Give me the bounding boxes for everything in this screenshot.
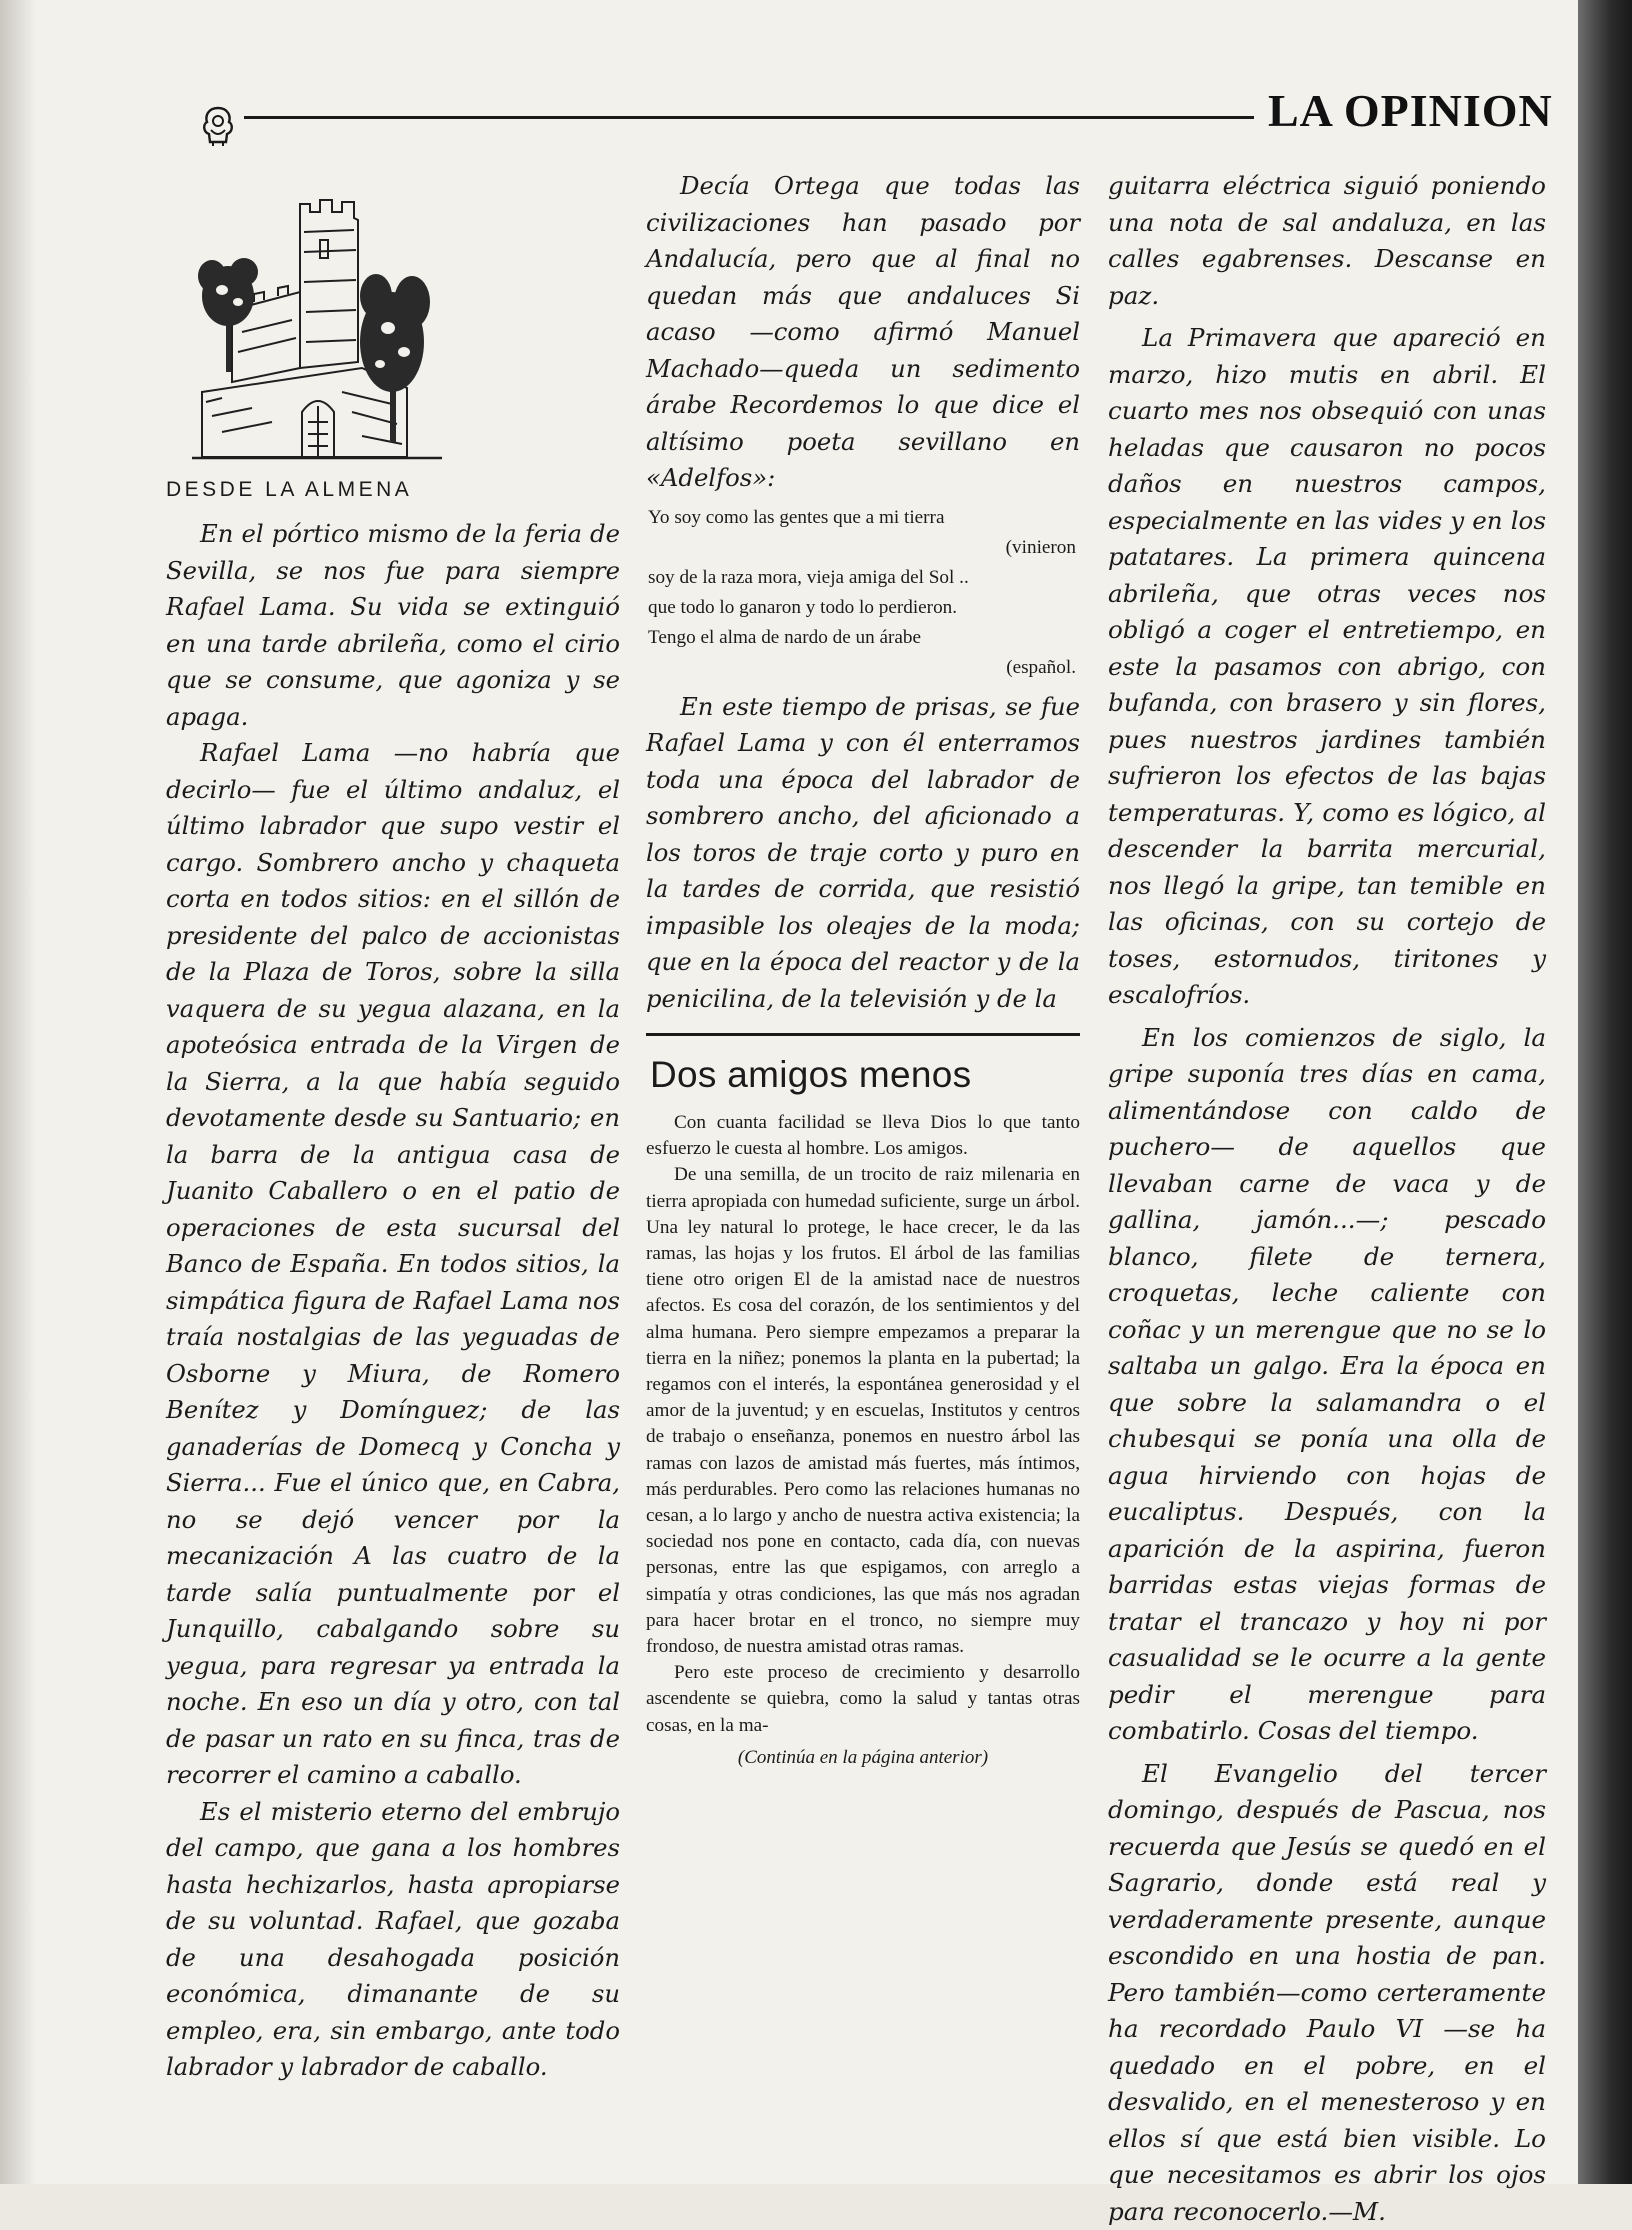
poem-line: soy de la raza mora, vieja amiga del Sol .. [648, 563, 1076, 593]
article-title: Dos amigos menos [650, 1050, 1080, 1100]
article-separator-rule [646, 1033, 1080, 1036]
right-column [1108, 168, 1546, 2230]
castle-tower-sketch-icon [192, 192, 442, 467]
crest-ornament-icon [200, 104, 236, 148]
right-paragraph-1: guitarra eléctrica siguió poniendo una nota de sal andaluza, en las calles egabrenses. Descanse en paz. [1108, 168, 1546, 314]
left-paragraph-2: Rafael Lama —no habría que decirlo— fue el último andaluz, el último labrador que supo vestir el cargo. Sombrero ancho y chaqueta corta en todos sitios: en el sillón de presidente del palco de accionistas de la Plaza de Toros, sobre la silla vaquera de su yegua alazana, en la apoteósica entrada de la Virgen de la Sierra, a la que había seguido devotamente desde su Santuario; en la barra de la antigua casa de Juanito Caballero o en el patio de operaciones de esta sucursal del Banco de España. En todos sitios, la simpática figura de Rafael Lama nos traía nostalgias de las yeguadas de Osborne y Miura, de Romero Benítez y Domínguez; de las ganaderías de Domecq y Concha y Sierra... Fue el único que, en Cabra, no se dejó vencer por la mecanización A las cuatro de la tarde salía puntualmente por el Junquillo, cabalgando sobre su yegua, para regresar ya entrada la noche. En eso un día y otro, con tal de pasar un rato en su finca, tras de recorrer el camino a caballo. [166, 735, 620, 1794]
poem-line: (español. [648, 653, 1076, 683]
page-edge-shadow [0, 0, 36, 2184]
middle-intro-paragraph: Decía Ortega que todas las civilizaciones han pasado por Andalucía, pero que al final no quedan más que andaluces Si acaso —como afirmó Manuel Machado—queda un sedimento árabe Recordemos lo que dice el altísimo poeta sevillano en «Adelfos»: [646, 168, 1080, 497]
poem-line: Tengo el alma de nardo de un árabe [648, 623, 1076, 653]
poem-line: (vinieron [648, 533, 1076, 563]
middle-continuation-paragraph: En este tiempo de prisas, se fue Rafael Lama y con él enterramos toda una época del labrador de sombrero ancho, del aficionado a los toros de traje corto y puro en la tardes de corrida, que resistió impasible los oleajes de la moda; que en la época del reactor y de la penicilina, de la televisión y de la [646, 689, 1080, 1018]
left-paragraph-1: En el pórtico mismo de la feria de Sevilla, se nos fue para siempre Rafael Lama. Su vida se extinguió en una tarde abrileña, como el cirio que se consume, que agoniza y se apaga. [166, 516, 620, 735]
article-paragraph-1: Con cuanta facilidad se lleva Dios lo que tanto esfuerzo le cuesta al hombre. Los amigos. [646, 1110, 1080, 1162]
illustration-caption: DESDE LA ALMENA [166, 478, 514, 508]
right-paragraph-4: El Evangelio del tercer domingo, después de Pascua, nos recuerda que Jesús se quedó en el Sagrario, donde está real y verdaderamente presente, aunque escondido en una hostia de pan. Pero también—como certeramente ha recordado Paulo VI —se ha quedado en el pobre, en el desvalido, en el menesteroso y en ellos sí que está bien visible. Lo que necesitamos es abrir los ojos para reconocerlo.—M. [1108, 1756, 1546, 2230]
poem-line: Yo soy como las gentes que a mi tierra [648, 503, 1076, 533]
right-paragraph-3: En los comienzos de siglo, la gripe suponía tres días en cama, alimentándose con caldo de puchero— de aquellos que llevaban carne de vaca y de gallina, jamón...—; pescado blanco, filete de ternera, croquetas, leche caliente con coñac y un merengue que no se lo saltaba un galgo. Era la época en que sobre la salamandra o el chubesqui se ponía una olla de agua hirviendo con hojas de eucaliptus. Después, con la aparición de la aspirina, fueron barridas estas viejas formas de tratar el trancazo y hoy ni por casualidad se le ocurre a la gente pedir el merengue para combatirlo. Cosas del tiempo. [1108, 1020, 1546, 1750]
right-paragraph-2: La Primavera que apareció en marzo, hizo mutis en abril. El cuarto mes nos obsequió con unas heladas que causaron no pocos daños en nuestros campos, especialmente en las vides y en los patatares. La primera quincena abrileña, que otras veces nos obligó a coger el entretiempo, en este la pasamos con abrigo, con bufanda, con brasero y sin flores, pues nuestros jardines también sufrieron los efectos de las bajas temperaturas. Y, como es lógico, al descender la barrita mercurial, nos llegó la gripe, tan temible en las oficinas, con su cortejo de toses, estornudos, tiritones y escalofríos. [1108, 320, 1546, 1014]
binding-edge [1578, 0, 1632, 2184]
left-paragraph-3: Es el misterio eterno del embrujo del campo, que gana a los hombres hasta hechizarlos, hasta apropiarse de su voluntad. Rafael, que gozaba de una desahogada posición económica, dimanante de su empleo, era, sin embargo, ante todo labrador y labrador de caballo. [166, 1794, 620, 2086]
poem-line: que todo lo ganaron y todo lo perdieron. [648, 593, 1076, 623]
article-paragraph-3: Pero este proceso de crecimiento y desarrollo ascendente se quiebra, como la salud y tantas otras cosas, en la ma- [646, 1660, 1080, 1739]
middle-column [646, 168, 1080, 1771]
poem-quote [646, 503, 1080, 683]
article-paragraph-2: De una semilla, de un trocito de raiz milenaria en tierra apropiada con humedad suficiente, surge un árbol. Una ley natural lo protege, le hace crecer, le da las ramas, las hojas y los frutos. El árbol de las familias tiene otro origen El de la amistad nace de nuestros afectos. Es cosa del corazón, de los sentimientos y del alma humana. Pero siempre empezamos a preparar la tierra en la niñez; ponemos la planta en la pubertad; la regamos con el interés, la espontánea generosidad y el amor de la juventud; y en escuelas, Institutos y centros de trabajo o enseñanza, ponemos en nuestro árbol las ramas con lazos de amistad más fuertes, más íntimos, más perdurables. Pero como las relaciones humanas no cesan, a lo largo y ancho de nuestra activa existencia; la sociedad nos pone en contacto, cada día, con nuevas personas, entre las que espigamos, con arreglo a simpatía y otras condiciones, las que más nos agradan para hacer brotar en el tronco, no siempre muy frondoso, de nuestra amistad otras ramas. [646, 1162, 1080, 1660]
masthead-title: LA OPINION [1268, 84, 1538, 144]
header-rule [244, 116, 1254, 119]
left-column [166, 516, 620, 2086]
continuation-note: (Continúa en la página anterior) [646, 1745, 1080, 1771]
